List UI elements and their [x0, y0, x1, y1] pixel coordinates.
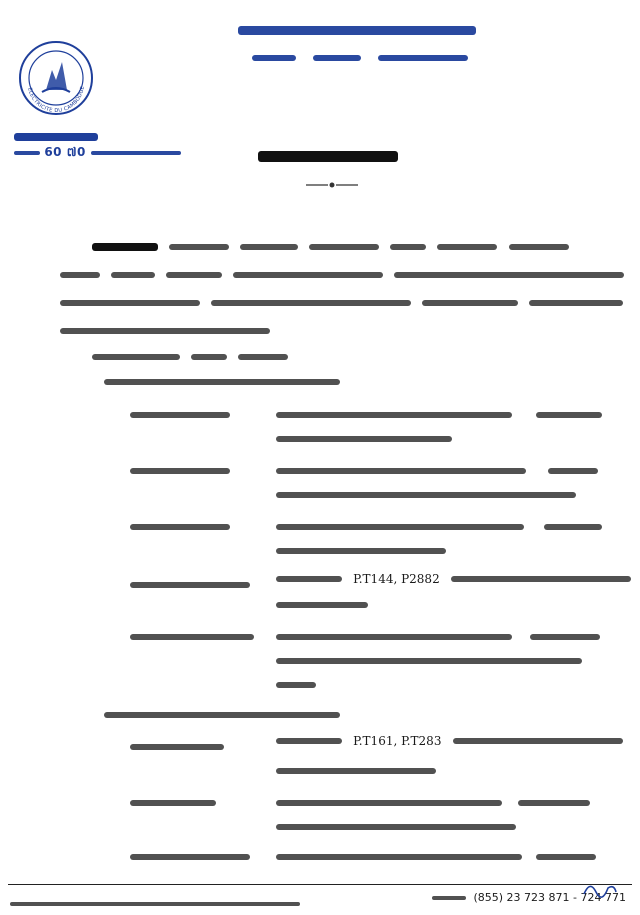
- item-a4-detail-2: [276, 594, 368, 616]
- intro-line-4: [60, 320, 270, 342]
- intro-line-3: [60, 292, 623, 314]
- edc-emblem-icon: [18, 40, 94, 116]
- divider-flourish-icon: [304, 180, 360, 190]
- section-b-heading: [104, 704, 340, 726]
- item-a4-detail: [276, 568, 631, 590]
- intro-line-1: [92, 236, 569, 258]
- item-a4-district: [130, 574, 250, 596]
- item-b1-district: [130, 736, 224, 758]
- footer-rule: [8, 884, 632, 885]
- intro-line-2: [60, 264, 624, 286]
- item-b2-detail: [276, 792, 590, 814]
- section-a-heading: [104, 371, 340, 393]
- reference-number: [14, 144, 181, 162]
- item-a2-detail-2: [276, 484, 576, 506]
- announcement-title: [258, 146, 398, 160]
- item-a2-district: [130, 460, 230, 482]
- item-a2-detail: [276, 460, 598, 482]
- signature-mark-icon: [580, 878, 620, 900]
- date-line: [92, 346, 288, 368]
- item-a5-district: [130, 626, 254, 648]
- item-b1-detail: [276, 730, 623, 752]
- footer-phone-number: (855) 23 723 871 - 724 771: [473, 891, 626, 904]
- reference-number-value: 60 ៧0: [44, 145, 91, 159]
- item-b1-code: P.T161, P.T283: [353, 734, 442, 748]
- item-a5-detail-2: [276, 650, 582, 672]
- item-a1-detail-2: [276, 428, 452, 450]
- kingdom-title: [238, 20, 476, 39]
- item-a3-detail: [276, 516, 602, 538]
- item-a1-detail: [276, 404, 602, 426]
- item-b3-district: [130, 846, 250, 868]
- item-a1-district: [130, 404, 230, 426]
- kingdom-motto: [252, 47, 468, 66]
- item-a5-detail-3: [276, 674, 316, 696]
- footer-address: [10, 893, 300, 912]
- item-b2-district: [130, 792, 216, 814]
- org-name: [14, 126, 98, 145]
- item-a5-detail: [276, 626, 600, 648]
- item-b3-detail: [276, 846, 596, 868]
- item-a3-detail-2: [276, 540, 446, 562]
- emblem-caption: ELECTRICITE DU CAMBODGE: [26, 85, 86, 115]
- item-a4-code: P.T144, P2882: [353, 572, 440, 586]
- item-a3-district: [130, 516, 230, 538]
- item-b2-detail-2: [276, 816, 516, 838]
- item-b1-detail-2: [276, 760, 436, 782]
